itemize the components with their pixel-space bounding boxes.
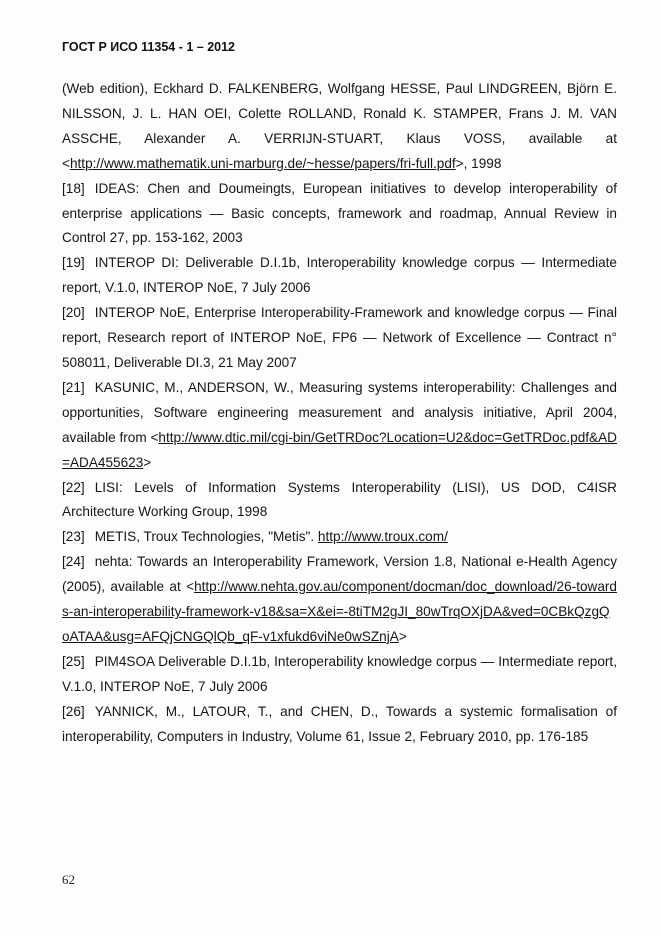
reference-item bbox=[62, 77, 617, 177]
reference-item bbox=[62, 476, 617, 526]
reference-number: [18] bbox=[62, 180, 85, 196]
reference-text: METIS, Troux Technologies, "Metis". bbox=[94, 529, 318, 545]
reference-list bbox=[62, 77, 617, 749]
reference-text: YANNICK, M., LATOUR, T., and CHEN, D., Towards a systemic formalisation of interoperability, Computers in Industry, Volume 61, Issue 2, February 2010, pp. 176-185 bbox=[62, 703, 617, 744]
reference-text: (Web edition), Eckhard D. FALKENBERG, Wolfgang HESSE, Paul LINDGREEN, Björn E. NILSSON, J. L. HAN OEI, Colette ROLLAND, Ronald K. STAMPER, Frans J. M. VAN ASSCHE, Alexander A. VERRIJN-STUART, Klaus VOSS, available at < bbox=[62, 81, 617, 171]
reference-text: INTEROP DI: Deliverable D.I.1b, Interoperability knowledge corpus — Intermediate report, V.1.0, INTEROP NoE, 7 July 2006 bbox=[62, 255, 617, 296]
reference-item bbox=[62, 550, 617, 650]
reference-text: PIM4SOA Deliverable D.I.1b, Interoperability knowledge corpus — Intermediate report, V.1.0, INTEROP NoE, 7 July 2006 bbox=[62, 653, 617, 694]
page-number: 62 bbox=[62, 872, 75, 887]
reference-link[interactable]: http://www.dtic.mil/cgi-bin/GetTRDoc?Location=U2&doc=GetTRDoc.pdf&AD=ADA455623 bbox=[62, 429, 617, 470]
reference-link[interactable]: http://www.mathematik.uni-marburg.de/~hesse/papers/fri-full.pdf bbox=[69, 155, 456, 171]
reference-text: nehta: Towards an Interoperability Framework, Version 1.8, National e-Health Agency (2005), available at < bbox=[62, 554, 617, 595]
reference-text-tail: > bbox=[398, 628, 407, 644]
reference-item bbox=[62, 177, 617, 252]
reference-text-tail: >, 1998 bbox=[455, 155, 502, 171]
reference-number: [25] bbox=[62, 653, 85, 669]
reference-number: [24] bbox=[62, 554, 85, 570]
reference-text: KASUNIC, M., ANDERSON, W., Measuring systems interoperability: Challenges and opportunities, Software engineering measurement and analysis initiative, April 2004, available from < bbox=[62, 379, 617, 445]
reference-item bbox=[62, 376, 617, 476]
reference-link[interactable]: http://www.nehta.gov.au/component/docman/doc_download/26-towards-an-interoperability-framework-v18&sa=X&ei=-8tiTM2gJI_80wTrqOXjDA&ved=0CBkQzgQoATAA&usg=AFQjCNGQlQb_qF-v1xfukd6viNe0wSZnjA bbox=[62, 579, 617, 644]
reference-text: IDEAS: Chen and Doumeingts, European initiatives to develop interoperability of enterprise applications — Basic concepts, framework and roadmap, Annual Review in Control 27, pp. 153-162, 2003 bbox=[62, 180, 617, 246]
reference-text-tail: > bbox=[143, 454, 152, 470]
reference-item bbox=[62, 251, 617, 301]
reference-number: [21] bbox=[62, 379, 85, 395]
reference-number: [23] bbox=[62, 529, 85, 545]
reference-item bbox=[62, 301, 617, 376]
reference-item bbox=[62, 650, 617, 700]
reference-number: [19] bbox=[62, 255, 85, 271]
reference-item bbox=[62, 525, 617, 550]
reference-text: LISI: Levels of Information Systems Interoperability (LISI), US DOD, C4ISR Architecture Working Group, 1998 bbox=[62, 479, 617, 520]
reference-number: [22] bbox=[62, 479, 85, 495]
reference-link[interactable]: http://www.troux.com/ bbox=[317, 529, 448, 545]
reference-text: INTEROP NoE, Enterprise Interoperability-Framework and knowledge corpus — Final report, Research report of INTEROP NoE, FP6 — Network of Excellence — Contract n° 508011, Deliverable DI.3, 21 May 2007 bbox=[62, 305, 617, 370]
reference-item bbox=[62, 700, 617, 750]
reference-number: [26] bbox=[62, 703, 85, 719]
reference-number: [20] bbox=[62, 305, 85, 321]
document-header: ГОСТ Р ИСО 11354 - 1 – 2012 bbox=[62, 40, 236, 54]
